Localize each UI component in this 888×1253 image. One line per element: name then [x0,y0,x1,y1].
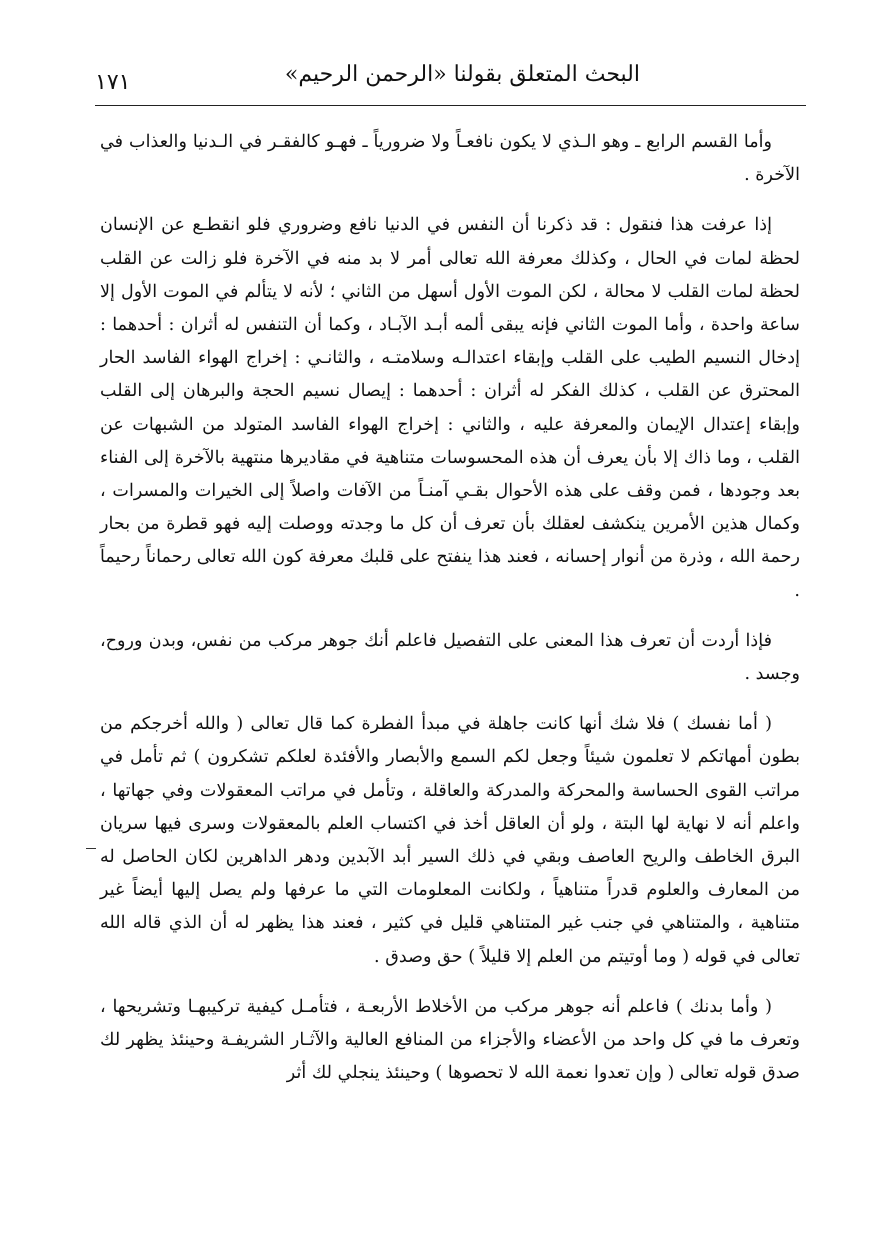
paragraph-the-body: ( وأما بدنك ) فاعلم أنه جوهر مركب من الأخلاط الأربعـة ، فتأمـل كيفية تركيبهـا وتشريحها ، وتعرف ما في كل واحد من الأعضاء والأجزاء من المنافع العالية والآثـار الشريفـة وحينئذ يظهر لك صدق قوله تعالى ( وإن تعدوا نعمة الله لا تحصوها ) وحينئذ ينجلي لك أثر [100,996,800,1084]
paragraph-the-self: ( أما نفسك ) فلا شك أنها كانت جاهلة في مبدأ الفطرة كما قال تعالى ( والله أخرجكم من بطون أمهاتكم لا تعلمون شيئاً وجعل لكم السمع والأبصار والأفئدة لعلكم تشكرون ) ثم تأمل في مراتب القوى الحساسة والمحركة والمدركة والعاقلة ، وتأمل في مراتب المعقولات وفي جهاتها ، واعلم أنه لا نهاية لها البتة ، ولو أن العاقل أخذ في اكتساب العلم بالمعقولات وسرى فيها سريان البرق الخاطف والريح العاصف وبقي في ذلك السير أبد الآبدين ودهر الداهرين لكان الحاصل له من المعارف والعلوم قدراً متناهياً ، ولكانت المعلومات التي ما عرفها ولم يصل إليها أيضاً غير متناهية ، والمتناهي في جنب غير المتناهي قليل في كثير ، فعند هذا يظهر له أن الذي قاله الله تعالى في قوله ( وما أوتيتم من العلم إلا قليلاً ) حق وصدق . [100,714,800,967]
body-text [100,126,800,1090]
page-number: ١٧١ [95,70,131,95]
running-header [95,58,800,104]
header-title: البحث المتعلق بقولنا «الرحمن الرحيم» [284,62,640,87]
paragraph-fourth-category: وأما القسم الرابع ـ وهو الـذي لا يكون نافعـاً ولا ضرورياً ـ فهـو كالفقـر في الـدنيا والعذاب في الآخرة . [100,132,800,186]
header-divider [95,105,806,106]
paragraph-detail-intro: فإذا أردت أن تعرف هذا المعنى على التفصيل فاعلم أنك جوهر مركب من نفس، وبدن وروح، وجسد . [100,630,800,685]
margin-mark [86,848,96,849]
paragraph-breath-and-knowledge: إذا عرفت هذا فنقول : قد ذكرنا أن النفس في الدنيا نافع وضروري فلو انقطـع عن الإنسان لحظة لمات في الحال ، وكذلك معرفة الله تعالى أمر لا بد منه في الآخرة فلو زالت عن القلب لحظة لمات القلب لا محالة ، لكن الموت الأول أسهل من الثاني ؛ لأنه لا يتألم في الموت الأول إلا ساعة واحدة ، وأما الموت الثاني فإنه يبقى ألمه أبـد الآبـاد ، وكما أن التنفس له أثران : أحدهما : إدخال النسيم الطيب على القلب وإبقاء اعتدالـه وسلامتـه ، والثانـي : إخراج الهواء الفاسد الحار المحترق عن القلب ، كذلك الفكر له أثران : أحدهما : إيصال نسيم الحجة والبرهان إلى القلب وإبقاء إعتدال الإيمان والمعرفة عليه ، والثاني : إخراج الهواء الفاسد المتولد من الشبهات عن القلب ، وما ذاك إلا بأن يعرف أن هذه المحسوسات متناهية في مقاديرها منتهية بالآخرة إلى الفناء بعد وجودها ، فمن وقف على هذه الأحوال بقـي آمنـاً من الآفات واصلاً إلى الخيرات والمسرات ، وكمال هذين الأمرين ينكشف لعقلك بأن تعرف أن كل ما وجدته ووصلت إليه فهو قطرة من بحار رحمة الله ، وذرة من أنوار إحسانه ، فعند هذا ينفتح على قلبك معرفة كون الله تعالى رحماناً رحيماً . [100,215,800,601]
